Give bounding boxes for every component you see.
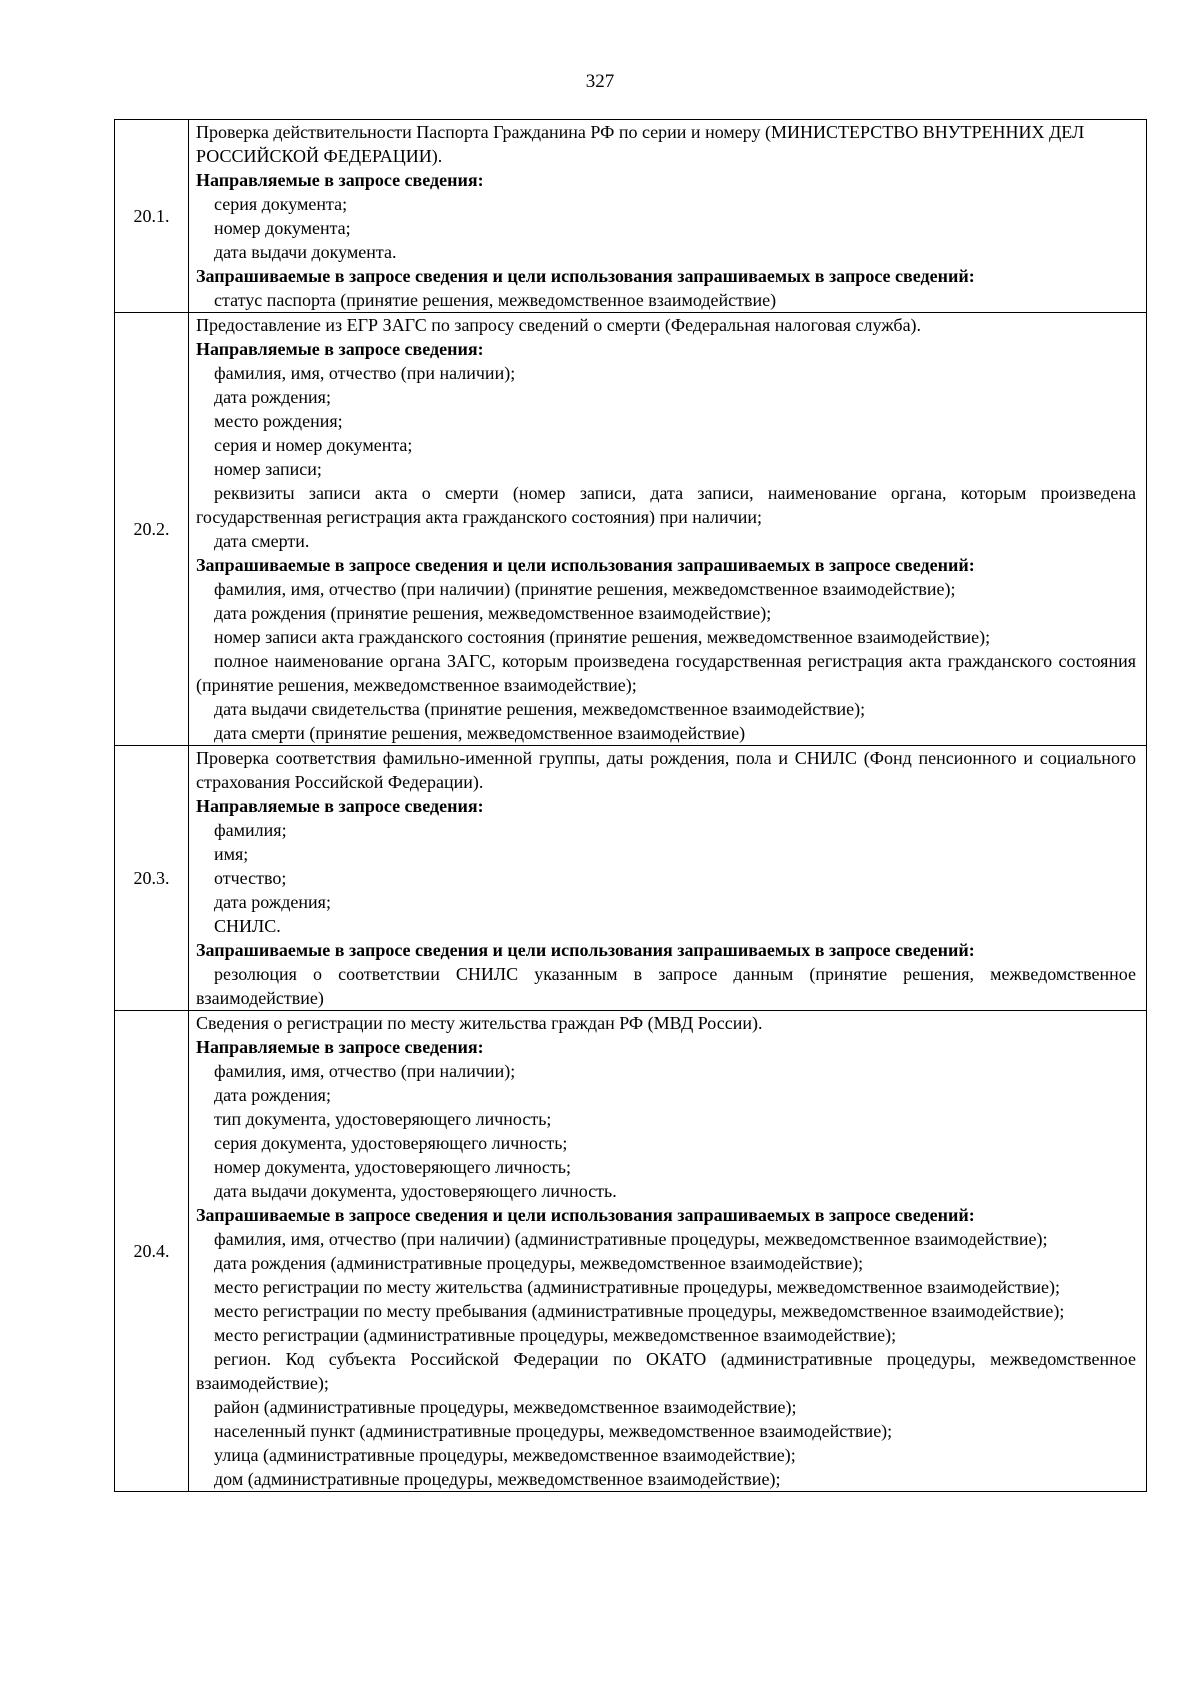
list-item: населенный пункт (административные процедуры, межведомственное взаимодействие); [214, 1421, 893, 1441]
list-item: резолюция о соответствии СНИЛС указанным в запросе данным (принятие решения, межведомственное взаимодействие) [196, 964, 1136, 1008]
section-heading: Направляемые в запросе сведения: [196, 339, 484, 359]
list-item: фамилия, имя, отчество (при наличии) (административные процедуры, межведомственное взаимодействие); [214, 1229, 1048, 1249]
list-item: дата смерти (принятие решения, межведомственное взаимодействие) [214, 723, 746, 743]
row-number: 20.4. [115, 1011, 189, 1492]
list-item: место рождения; [214, 411, 343, 431]
section-heading: Направляемые в запросе сведения: [196, 170, 484, 190]
list-item: регион. Код субъекта Российской Федерации по ОКАТО (административные процедуры, межведомственное взаимодействие); [196, 1349, 1136, 1393]
requests-table [114, 119, 1147, 1492]
section-heading: Направляемые в запросе сведения: [196, 796, 484, 816]
list-item: номер записи; [214, 459, 322, 479]
list-item: полное наименование органа ЗАГС, которым произведена государственная регистрация акта гражданского состояния (принятие решения, межведомственное взаимодействие); [196, 651, 1136, 695]
list-item: имя; [214, 844, 249, 864]
row-title: Проверка действительности Паспорта Гражданина РФ по серии и номеру (МИНИСТЕРСТВО ВНУТРЕННИХ ДЕЛ РОССИЙСКОЙ ФЕДЕРАЦИИ). [196, 122, 1085, 166]
list-item: дата рождения (административные процедуры, межведомственное взаимодействие); [214, 1253, 864, 1273]
list-item: место регистрации (административные процедуры, межведомственное взаимодействие); [214, 1325, 897, 1345]
list-item: номер записи акта гражданского состояния (принятие решения, межведомственное взаимодействие); [214, 627, 991, 647]
list-item: фамилия, имя, отчество (при наличии) (принятие решения, межведомственное взаимодействие); [214, 579, 956, 599]
list-item: отчество; [214, 868, 287, 888]
list-item: район (административные процедуры, межведомственное взаимодействие); [214, 1397, 797, 1417]
section-heading: Запрашиваемые в запросе сведения и цели использования запрашиваемых в запросе сведений: [196, 555, 975, 575]
list-item: СНИЛС. [214, 916, 281, 936]
table-row [115, 1011, 1147, 1492]
list-item: фамилия, имя, отчество (при наличии); [214, 363, 516, 383]
list-item: серия и номер документа; [214, 435, 413, 455]
list-item: дата рождения; [214, 1085, 331, 1105]
list-item: серия документа; [214, 194, 348, 214]
list-item: дата рождения; [214, 387, 331, 407]
list-item: дата рождения; [214, 892, 331, 912]
list-item: номер документа; [214, 218, 351, 238]
list-item: дата выдачи документа. [214, 242, 397, 262]
table-row [115, 746, 1147, 1011]
row-title: Предоставление из ЕГР ЗАГС по запросу сведений о смерти (Федеральная налоговая служба). [196, 315, 922, 335]
row-title: Сведения о регистрации по месту жительства граждан РФ (МВД России). [196, 1013, 763, 1033]
row-content [189, 313, 1147, 746]
list-item: реквизиты записи акта о смерти (номер записи, дата записи, наименование органа, которым произведена государственная регистрация акта гражданского состояния) при наличии; [196, 483, 1136, 527]
section-heading: Запрашиваемые в запросе сведения и цели использования запрашиваемых в запросе сведений: [196, 940, 975, 960]
section-heading: Запрашиваемые в запросе сведения и цели использования запрашиваемых в запросе сведений: [196, 1205, 975, 1225]
list-item: дата выдачи документа, удостоверяющего личность. [214, 1181, 617, 1201]
list-item: место регистрации по месту пребывания (административные процедуры, межведомственное взаимодействие); [214, 1301, 1065, 1321]
section-heading: Запрашиваемые в запросе сведения и цели использования запрашиваемых в запросе сведений: [196, 266, 975, 286]
row-content [189, 1011, 1147, 1492]
list-item: дата смерти. [214, 531, 310, 551]
list-item: статус паспорта (принятие решения, межведомственное взаимодействие) [214, 290, 777, 310]
row-title: Проверка соответствия фамильно-именной группы, даты рождения, пола и СНИЛС (Фонд пенсионного и социального страхования Российской Федерации). [196, 748, 1136, 792]
list-item: фамилия, имя, отчество (при наличии); [214, 1061, 516, 1081]
list-item: дом (административные процедуры, межведомственное взаимодействие); [214, 1469, 781, 1489]
page-number: 327 [585, 71, 615, 92]
row-number: 20.3. [115, 746, 189, 1011]
row-content [189, 746, 1147, 1011]
row-number: 20.1. [115, 120, 189, 313]
table-row [115, 120, 1147, 313]
list-item: номер документа, удостоверяющего личность; [214, 1157, 571, 1177]
list-item: дата рождения (принятие решения, межведомственное взаимодействие); [214, 603, 772, 623]
list-item: улица (административные процедуры, межведомственное взаимодействие); [214, 1445, 796, 1465]
list-item: тип документа, удостоверяющего личность; [214, 1109, 552, 1129]
list-item: дата выдачи свидетельства (принятие решения, межведомственное взаимодействие); [214, 699, 866, 719]
row-content [189, 120, 1147, 313]
list-item: серия документа, удостоверяющего личность; [214, 1133, 568, 1153]
list-item: фамилия; [214, 820, 287, 840]
section-heading: Направляемые в запросе сведения: [196, 1037, 484, 1057]
row-number: 20.2. [115, 313, 189, 746]
list-item: место регистрации по месту жительства (административные процедуры, межведомственное взаимодействие); [214, 1277, 1060, 1297]
table-row [115, 313, 1147, 746]
